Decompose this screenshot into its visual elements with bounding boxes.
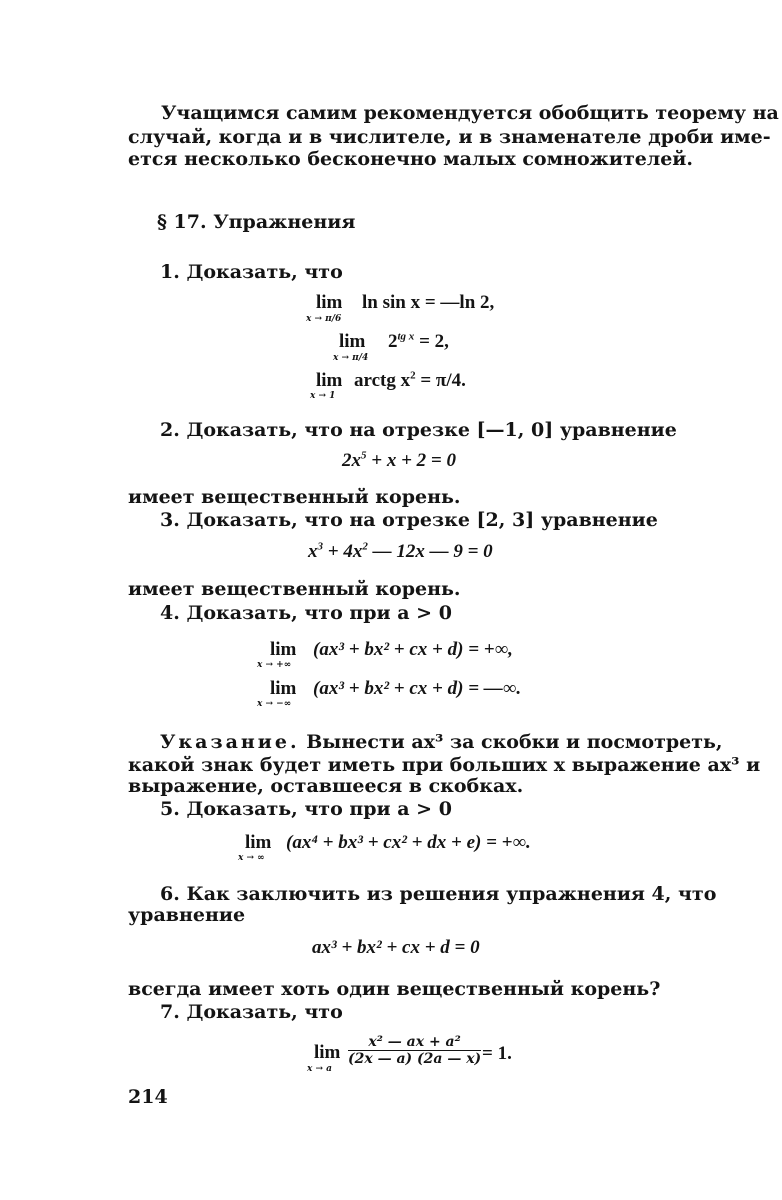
- ex1-formula-2-body: [388, 332, 449, 351]
- exercise-2-tail: имеет вещественный корень.: [128, 486, 461, 508]
- exercise-3-text: 3. Доказать, что на отрезке [2, 3] уравнение: [160, 509, 658, 531]
- intro-line-1: Учащимся самим рекомендуется обобщить теорему на: [161, 102, 779, 124]
- ex6-equation: ax³ + bx² + cx + d = 0: [312, 937, 480, 958]
- ex5-limit-sub: x → ∞: [238, 853, 265, 863]
- ex4-hint-line-2: какой знак будет иметь при больших x выражение ax³ и: [128, 754, 761, 776]
- ex1-formula-1-lim: lim: [316, 292, 343, 313]
- exercise-4-text: 4. Доказать, что при a > 0: [160, 602, 452, 624]
- ex7-result: = 1.: [482, 1043, 512, 1064]
- ex2-eq-sup: 5: [361, 449, 367, 462]
- ex7-limit-sub: x → a: [307, 1064, 333, 1074]
- ex3-eq-a: x: [308, 541, 318, 562]
- ex4-limit-2-lim: lim: [270, 678, 297, 699]
- ex5-limit-lim: lim: [245, 832, 272, 853]
- ex3-eq-b: + 4x: [323, 541, 363, 562]
- exercise-3-tail: имеет вещественный корень.: [128, 578, 461, 600]
- exercise-6-line-1: 6. Как заключить из решения упражнения 4, что: [160, 883, 717, 905]
- exercise-2-text: 2. Доказать, что на отрезке [—1, 0] уравнение: [160, 419, 677, 441]
- ex1-formula-2-sub: x → π/4: [333, 353, 369, 363]
- ex7-fraction: [348, 1034, 481, 1067]
- page-number: 214: [128, 1086, 168, 1108]
- ex4-limit-1-lim: lim: [270, 639, 297, 660]
- ex4-limit-2-sub: x → −∞: [257, 699, 292, 709]
- ex1-formula-2-sup: tg x: [397, 330, 415, 343]
- ex4-hint-line-1: [160, 733, 723, 752]
- exercise-6-line-2: уравнение: [128, 904, 246, 926]
- ex3-eq-sup-1: 3: [317, 540, 323, 553]
- ex4-limit-2-body: (ax³ + bx² + cx + d) = —∞.: [313, 678, 522, 699]
- intro-line-3: ется несколько бесконечно малых сомножителей.: [128, 148, 694, 170]
- ex1-formula-3-sub: x → 1: [310, 391, 336, 401]
- ex1-formula-3-body: [354, 371, 466, 390]
- ex1-formula-2-base: 2: [388, 331, 398, 352]
- exercise-6-tail: всегда имеет хоть один вещественный корень?: [128, 978, 661, 1000]
- ex1-formula-2-lim: lim: [339, 331, 366, 352]
- ex7-fraction-denominator: (2x — a) (2a — x): [348, 1051, 482, 1067]
- ex7-limit-lim: lim: [314, 1042, 341, 1063]
- ex1-formula-3-lim: lim: [316, 370, 343, 391]
- exercise-1-text: 1. Доказать, что: [160, 261, 343, 283]
- section-title: § 17. Упражнения: [157, 211, 356, 233]
- ex4-hint-label: Указание.: [160, 731, 300, 753]
- ex7-fraction-numerator: x² — ax + a²: [348, 1034, 481, 1051]
- ex4-hint-text-1: Вынести ax³ за скобки и посмотреть,: [306, 731, 723, 753]
- ex2-eq-a: 2x: [342, 450, 361, 471]
- intro-line-2: случай, когда и в числителе, и в знаменателе дроби име-: [128, 126, 771, 148]
- ex2-equation: [342, 451, 456, 470]
- ex5-limit-body: (ax⁴ + bx³ + cx² + dx + e) = +∞.: [286, 832, 531, 853]
- ex4-limit-1-sub: x → +∞: [257, 660, 292, 670]
- ex3-equation: [308, 542, 493, 561]
- exercise-5-text: 5. Доказать, что при a > 0: [160, 798, 452, 820]
- ex1-formula-3-sup: 2: [410, 369, 416, 382]
- ex1-formula-1-body: ln sin x = —ln 2,: [362, 292, 495, 313]
- ex4-hint-line-3: выражение, оставшееся в скобках.: [128, 775, 524, 797]
- ex1-formula-2-rest: = 2,: [414, 331, 449, 352]
- ex1-formula-3-a: arctg x: [354, 370, 411, 391]
- ex2-eq-rest: + x + 2 = 0: [366, 450, 456, 471]
- ex3-eq-sup-2: 2: [362, 540, 368, 553]
- ex1-formula-3-rest: = π/4.: [415, 370, 466, 391]
- exercise-7-text: 7. Доказать, что: [160, 1001, 343, 1023]
- ex3-eq-rest: — 12x — 9 = 0: [367, 541, 493, 562]
- ex1-formula-1-sub: x → π/6: [306, 314, 342, 324]
- ex4-limit-1-body: (ax³ + bx² + cx + d) = +∞,: [313, 639, 513, 660]
